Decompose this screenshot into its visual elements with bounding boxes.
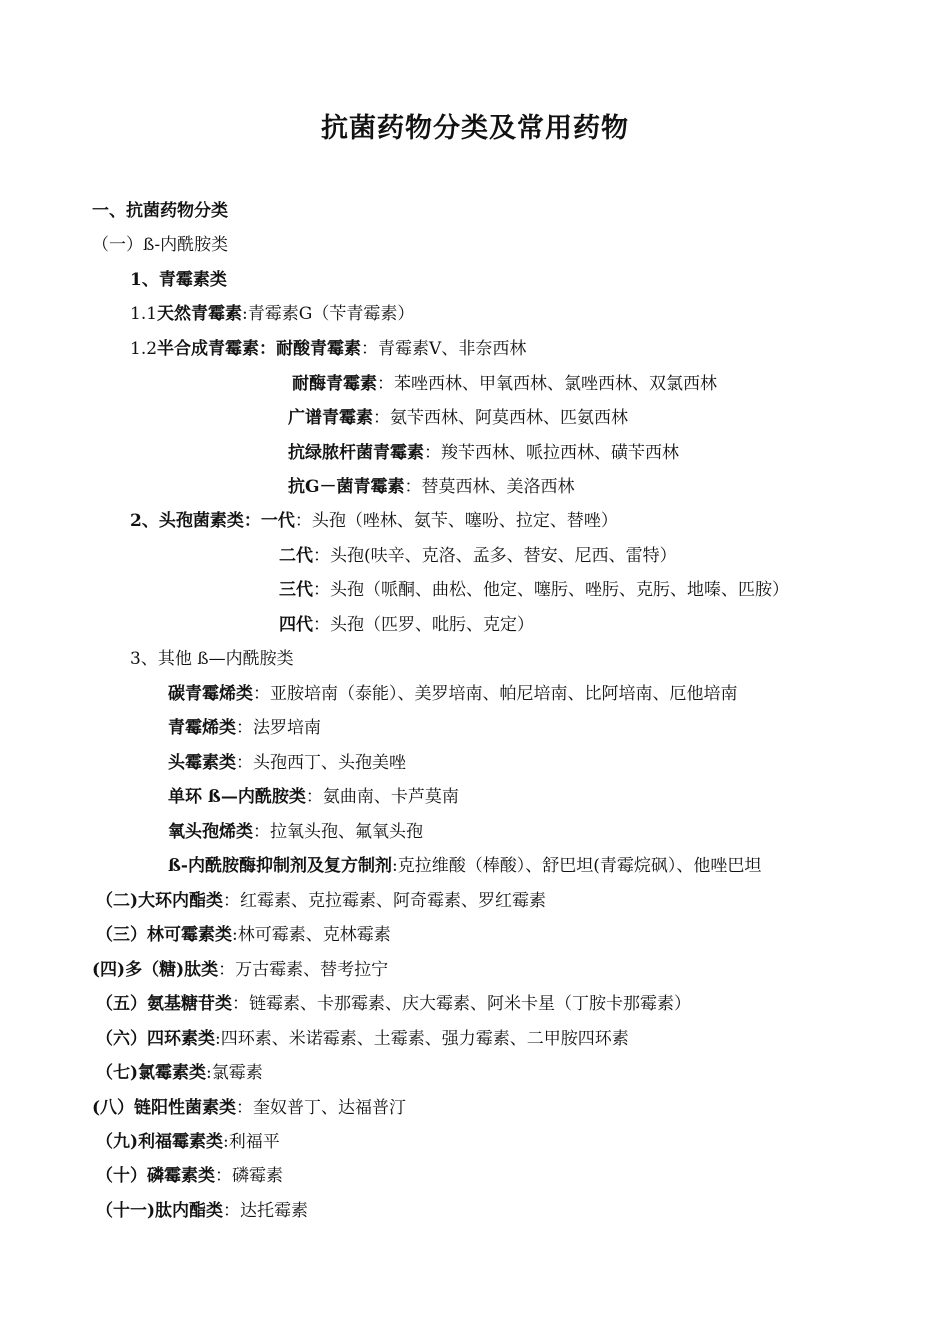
- sub-label: 四代: [279, 615, 313, 635]
- category-label: （五）氨基糖苷类: [96, 994, 232, 1014]
- category-text: :氯霉素: [206, 1063, 263, 1083]
- category-line: [96, 1199, 308, 1223]
- subsection-beta-lactam: （一）ß-内酰胺类: [92, 235, 229, 255]
- item-number: 1.2: [130, 339, 158, 359]
- anti-pseudomonas-line: [288, 441, 679, 465]
- penem-line: [168, 716, 321, 740]
- sub-label: 三代: [279, 580, 313, 600]
- category-label: （十一)肽内酯类: [96, 1201, 224, 1221]
- sub-label: 抗G－菌青霉素: [288, 477, 405, 497]
- category-label: (八）链阳性菌素类: [92, 1098, 237, 1118]
- natural-penicillin-line: [130, 302, 414, 326]
- category-line: [96, 889, 546, 913]
- item-text: :青霉素G（苄青霉素）: [242, 304, 415, 324]
- sub-label: 抗绿脓杆菌青霉素: [288, 443, 424, 463]
- cephalosporin-gen3-line: [279, 578, 789, 602]
- sub-text: ：苯唑西林、甲氧西林、氯唑西林、双氯西林: [377, 374, 717, 394]
- category-label: （十）磷霉素类: [96, 1166, 215, 1186]
- sub-label: 二代: [279, 546, 313, 566]
- cephalosporin-line: [130, 509, 618, 533]
- cephamycin-line: [168, 751, 406, 775]
- category-label: （六）四环素类: [96, 1029, 215, 1049]
- item-number: 1.1: [130, 304, 158, 324]
- item-text: ：头孢（唑林、氨苄、噻吩、拉定、替唑）: [294, 511, 618, 531]
- sub-text: ：法罗培南: [236, 718, 321, 738]
- sub-text: ：头孢西丁、头孢美唑: [236, 753, 406, 773]
- monobactam-line: [168, 785, 459, 809]
- cephalosporin-gen2-line: [279, 544, 677, 568]
- category-line: [92, 958, 388, 982]
- category-line: [96, 1164, 283, 1188]
- broad-spectrum-line: [288, 406, 628, 430]
- sub-text: :克拉维酸（棒酸）、舒巴坦(青霉烷砜）、他唑巴坦: [391, 856, 762, 876]
- section-heading: 一、抗菌药物分类: [92, 201, 228, 221]
- category-text: ：磷霉素: [215, 1166, 283, 1186]
- sub-label: 广谱青霉素: [288, 408, 373, 428]
- category-line: [96, 992, 691, 1016]
- category-text: :利福平: [223, 1132, 280, 1152]
- category-text: :林可霉素、克林霉素: [232, 925, 391, 945]
- semisynthetic-penicillin-line: [130, 337, 526, 361]
- sub-text: ：亚胺培南（泰能）、美罗培南、帕尼培南、比阿培南、厄他培南: [253, 684, 738, 704]
- oxacephem-line: [168, 820, 423, 844]
- inhibitor-line: [168, 854, 761, 878]
- sub-label: 碳青霉烯类: [168, 684, 253, 704]
- category-label: (四)多（糖)肽类: [92, 960, 219, 980]
- sub-text: ：氨苄西林、阿莫西林、匹氨西林: [373, 408, 628, 428]
- category-line: [96, 1130, 280, 1154]
- sub-text: ：替莫西林、美洛西林: [404, 477, 575, 497]
- sub-text: ：羧苄西林、哌拉西林、磺苄西林: [424, 443, 679, 463]
- sub-label: 单环 ß—内酰胺类: [168, 787, 306, 807]
- sub-text: ：青霉素V、非奈西林: [361, 339, 527, 359]
- category-label: （七)氯霉素类: [96, 1063, 207, 1083]
- category-label: （三）林可霉素类: [96, 925, 232, 945]
- category-line: [96, 1061, 263, 1085]
- category-line: [96, 923, 391, 947]
- sub-label: 耐酸青霉素: [276, 339, 362, 359]
- sub-text: ：头孢（匹罗、吡肟、克定）: [313, 615, 534, 635]
- sub-text: ：拉氧头孢、氟氧头孢: [253, 822, 423, 842]
- category-text: :四环素、米诺霉素、土霉素、强力霉素、二甲胺四环素: [215, 1029, 629, 1049]
- category-line: [96, 1027, 629, 1051]
- category-text: ：达托霉素: [223, 1201, 309, 1221]
- sub-label: 耐酶青霉素: [292, 374, 377, 394]
- enzyme-resistant-line: [292, 372, 717, 396]
- carbapenem-line: [168, 682, 738, 706]
- other-beta-lactam-heading: 3、其他 ß—内酰胺类: [130, 649, 294, 669]
- sub-text: ：头孢（哌酮、曲松、他定、噻肟、唑肟、克肟、地嗪、匹胺）: [313, 580, 789, 600]
- sub-label: 氧头孢烯类: [168, 822, 253, 842]
- anti-gram-negative-line: [288, 475, 575, 499]
- category-text: ：红霉素、克拉霉素、阿奇霉素、罗红霉素: [223, 891, 547, 911]
- category-label: （二)大环内酯类: [96, 891, 224, 911]
- page-title: 抗菌药物分类及常用药物: [321, 113, 629, 144]
- sub-label: 头霉素类: [168, 753, 236, 773]
- category-line: [92, 1096, 406, 1120]
- sub-text: ：头孢(呋辛、克洛、孟多、替安、尼西、雷特）: [313, 546, 677, 566]
- category-text: ：万古霉素、替考拉宁: [218, 960, 389, 980]
- sub-label: 青霉烯类: [168, 718, 236, 738]
- item-label: 半合成青霉素：: [157, 339, 277, 359]
- sub-text: ：氨曲南、卡芦莫南: [305, 787, 459, 807]
- category-text: ：奎奴普丁、达福普汀: [236, 1098, 407, 1118]
- item-label: 天然青霉素: [157, 304, 243, 324]
- cephalosporin-gen4-line: [279, 613, 534, 637]
- item-label: 2、头孢菌素类：一代: [130, 511, 295, 531]
- category-text: ：链霉素、卡那霉素、庆大霉素、阿米卡星（丁胺卡那霉素）: [232, 994, 691, 1014]
- category-label: （九)利福霉素类: [96, 1132, 224, 1152]
- sub-label: ß-内酰胺酶抑制剂及复方制剂: [168, 856, 392, 876]
- penicillin-heading: 1、青霉素类: [130, 270, 227, 290]
